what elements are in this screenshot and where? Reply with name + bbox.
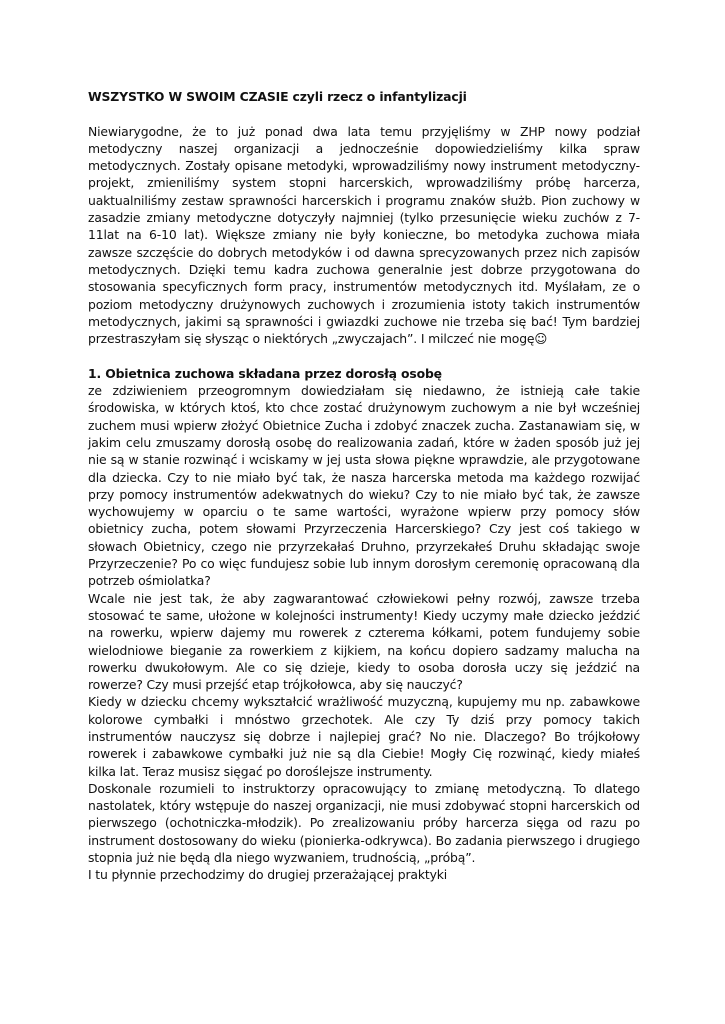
document-page xyxy=(88,88,640,884)
section-1-paragraph-2: Wcale nie jest tak, że aby zagwarantować człowiekowi pełny rozwój, zawsze trzeba stosować te same, ułożone w kolejności instrumenty! Kiedy uczymy małe dziecko jeździć na rowerku, wpierw dajemy mu rowerek z czterema kółkami, potem fundujemy sobie wielodniowe bieganie za rowerkiem z kijkiem, na końcu dopiero sadzamy malucha na rowerku dwukołowym. Ale co się dzieje, kiedy to osoba dorosła uczy się jeździć na rowerze? Czy musi przejść etap trójkołowca, aby się nauczyć? xyxy=(88,590,640,693)
section-1-heading: 1. Obietnica zuchowa składana przez dorosłą osobę xyxy=(88,365,442,381)
section-1-paragraph-1: ze zdziwieniem przeogromnym dowiedziałam się niedawno, że istnieją całe takie środowiska, w których ktoś, kto chce zostać drużynowym zuchowym a nie był wcześniej zuchem musi wpierw złożyć Obietnice Zucha i zdobyć znaczek zucha. Zastanawiam się, w jakim celu zmuszamy dorosłą osobę do realizowania zadań, które w żaden sposób już jej nie są w stanie rozwinąć i wciskamy w jej usta słowa piękne wprawdzie, ale przygotowane dla dziecka. Czy to nie miało być tak, że nasza harcerska metoda ma każdego rozwijać przy pomocy instrumentów adekwatnych do wieku? Czy to nie miało być tak, że zawsze wychowujemy w oparciu o te same wartości, wyrażone wpierw przy pomocy słów obietnicy zucha, potem słowami Przyrzeczenia Harcerskiego? Czy jest coś takiego w słowach Obietnicy, czego nie przyrzekałaś Druhno, przyrzekałeś Druhu składając swoje Przyrzeczenie? Po co więc fundujesz sobie lub innym dorosłym ceremonię opracowaną dla potrzeb ośmiolatka? xyxy=(88,383,640,589)
document-title: WSZYSTKO W SWOIM CZASIE czyli rzecz o infantylizacji xyxy=(88,89,467,104)
section-1-paragraph-4: Doskonale rozumieli to instruktorzy opracowujący to zmianę metodyczną. To dlatego nastolatek, który wstępuje do naszej organizacji, nie musi zdobywać stopni harcerskich od pierwszego (ochotniczka-młodzik). Po zrealizowaniu próby harcerza sięga od razu po instrument dostosowany do wieku (pionierka-odkrywca). Bo zadania pierwszego i drugiego stopnia już nie będą dla niego wyzwaniem, trudnością, „próbą”. xyxy=(88,780,640,866)
intro-paragraph: Niewiarygodne, że to już ponad dwa lata temu przyjęliśmy w ZHP nowy podział metodyczny naszej organizacji a jednocześnie dopowiedzieliśmy kilka spraw metodycznych. Zostały opisane metodyki, wprowadziliśmy nowy instrument metodyczny- projekt, zmieniliśmy system stopni harcerskich, wprowadziliśmy próbę harcerza, uaktualniliśmy zestaw sprawności harcerskich i programu znaków służb. Pion zuchowy w zasadzie zmiany metodyczne dotyczyły najmniej (tylko przesunięcie wieku zuchów z 7-11lat na 6-10 lat). Większe zmiany nie były konieczne, bo metodyka zuchowa miała zawsze szczęście do dobrych metodyków i od dawna sprecyzowanych przez nich zapisów metodycznych. Dzięki temu kadra zuchowa generalnie jest dobrze przygotowana do stosowania specyficznych form pracy, instrumentów metodycznych itd. Myślałam, ze o poziom metodyczny drużynowych zuchowych i zrozumienia istoty takich instrumentów metodycznych, jakimi są sprawności i gwiazdki zuchowe nie trzeba się bać! Tym bardziej przestraszyłam się słysząc o niektórych „zwyczajach”. I milczeć nie mogę☺ xyxy=(88,123,640,347)
section-1-paragraph-3: Kiedy w dziecku chcemy wykształcić wrażliwość muzyczną, kupujemy mu np. zabawkowe kolorowe cymbałki i mnóstwo grzechotek. Ale czy Ty dziś przy pomocy takich instrumentów nauczysz się dobrze i najlepiej grać? No nie. Dlaczego? Bo trójkołowy rowerek i zabawkowe cymbałki już nie są dla Ciebie! Mogły Cię rozwinąć, kiedy miałeś kilka lat. Teraz musisz sięgać po doroślejsze instrumenty. xyxy=(88,694,640,779)
section-1-paragraph-5: I tu płynnie przechodzimy do drugiej przerażającej praktyki xyxy=(88,867,448,883)
